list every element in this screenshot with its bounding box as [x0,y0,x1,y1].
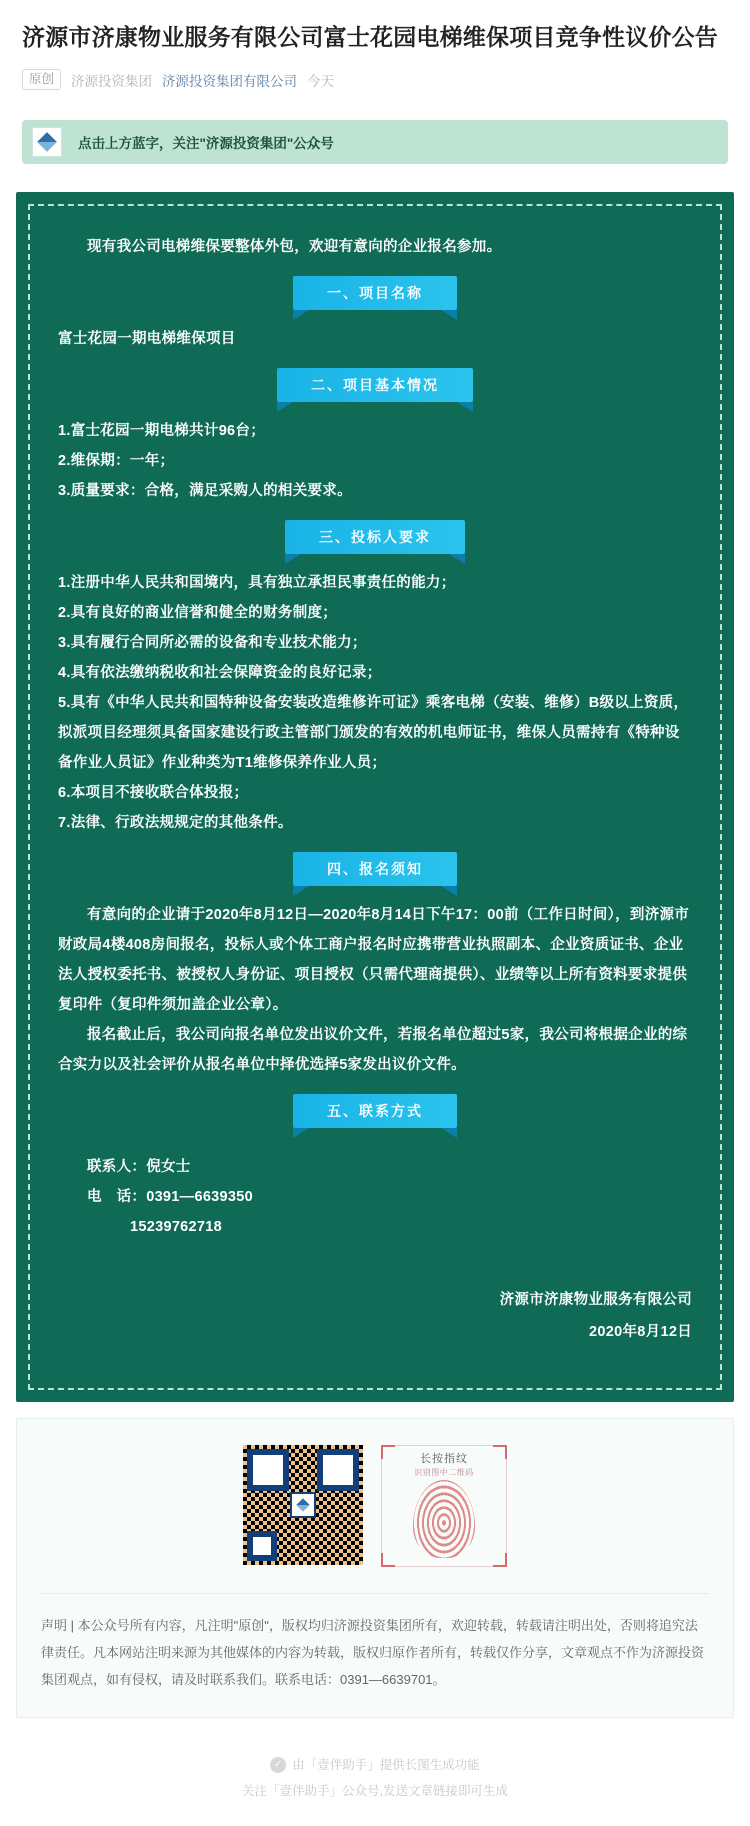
section-3-line-6: 6.本项目不接收联合体投报； [58,785,249,802]
section-banner-3 [58,520,692,554]
section-banner-3-label: 三、投标人要求 [285,520,465,554]
section-banner-1 [58,276,692,310]
qr-section [16,1418,734,1718]
section-2-line-1: 1.富士花园一期电梯共计96台； [58,423,266,440]
fingerprint-box[interactable] [381,1445,507,1567]
section-banner-1-label: 一、项目名称 [293,276,457,310]
notice-card-inner [28,204,722,1390]
page-title: 济源市济康物业服务有限公司富士花园电梯维保项目竞争性议价公告 [22,24,718,50]
section-banner-2-label: 二、项目基本情况 [277,368,473,402]
section-4-paragraph-2: 报名截止后，我公司向报名单位发出议价文件，若报名单位超过5家，我公司将根据企业的综合实力以及社会评价从报名单位中择优选择5家发出议价文件。 [58,1027,688,1074]
fingerprint-icon [413,1480,475,1558]
company-logo-icon [32,127,62,157]
section-3-line-5: 5.具有《中华人民共和国特种设备安装改造维修许可证》乘客电梯（安装、维修）B级以上资质，拟派项目经理须具备国家建设行政主管部门颁发的有效的机电师证书，维保人员需持有《特种设备作业人员证》作业种类为T1维修保养作业人员； [58,695,689,772]
footer-line-1-label: 由「壹伴助手」提供长图生成功能 [292,1758,480,1773]
section-banner-2 [58,368,692,402]
footer-line-1 [0,1752,750,1778]
corner-mark-icon [493,1445,507,1459]
section-4-paragraph-1: 有意向的企业请于2020年8月12日—2020年8月14日下午17：00前（工作日时间），到济源市财政局4楼408房间报名，投标人或个体工商户报名时应携带营业执照副本、企业资质证书、企业法人授权委托书、被授权人身份证、项目授权（只需代理商提供）、业绩等以上所有资料要求提供复印件（复印件须加盖企业公章）。 [58,907,690,1014]
follow-bar-label: 点击上方蓝字，关注"济源投资集团"公众号 [78,136,334,152]
signature-date: 2020年8月12日 [589,1324,692,1341]
yiban-badge-icon: ✓ [270,1757,286,1773]
corner-mark-icon [381,1553,395,1567]
contact-phone-secondary: 15239762718 [130,1219,223,1236]
qr-row [17,1445,733,1567]
contact-person: 联系人：倪女士 [87,1159,191,1176]
publish-time: 今天 [307,73,335,89]
qr-code-icon[interactable] [243,1445,363,1565]
follow-bar-wrap [22,120,728,164]
disclaimer-text: 声明 | 本公众号所有内容，凡注明"原创"，版权均归济源投资集团所有，欢迎转载，转载请注明出处，否则将追究法律责任。凡本网站注明来源为其他媒体的内容为转载，版权归原作者所有，转载仅作分享，文章观点不作为济源投资集团观点，如有侵权，请及时联系我们。联系电话：0391—6639701。 [41,1593,709,1717]
account-name-grey: 济源投资集团 [71,73,153,89]
section-2-line-3: 3.质量要求：合格，满足采购人的相关要求。 [58,483,352,500]
section-banner-4-label: 四、报名须知 [293,852,457,886]
section-1-line-1: 富士花园一期电梯维保项目 [58,331,236,348]
section-2-line-2: 2.维保期：一年； [58,453,175,470]
section-3-line-2: 2.具有良好的商业信誉和健全的财务制度； [58,605,338,622]
section-3-line-7: 7.法律、行政法规规定的其他条件。 [58,815,293,832]
section-banner-5 [58,1094,692,1128]
footer-line-2: 关注「壹伴助手」公众号,发送文章链接即可生成 [242,1784,508,1799]
notice-lead: 现有我公司电梯维保要整体外包，欢迎有意向的企业报名参加。 [87,239,502,256]
corner-mark-icon [493,1553,507,1567]
corner-mark-icon [381,1445,395,1459]
section-3-line-3: 3.具有履行合同所必需的设备和专业技术能力； [58,635,367,652]
account-name-link[interactable]: 济源投资集团有限公司 [162,73,298,89]
article-header [0,0,750,90]
notice-card [16,192,734,1402]
fingerprint-sublabel: 识别图中二维码 [414,1468,474,1478]
signature-block [58,1284,692,1348]
section-3-body [58,568,692,838]
article-meta [22,69,728,90]
fingerprint-label: 长按指纹 [420,1453,468,1466]
signature-company: 济源市济康物业服务有限公司 [499,1292,692,1309]
section-4-body [58,900,692,1080]
section-3-line-1: 1.注册中华人民共和国境内，具有独立承担民事责任的能力； [58,575,456,592]
section-5-body [58,1142,692,1242]
section-banner-5-label: 五、联系方式 [293,1094,457,1128]
section-banner-4 [58,852,692,886]
page-footer [0,1752,750,1826]
contact-phone: 电 话：0391—6639350 [87,1189,254,1206]
follow-bar[interactable] [22,120,728,164]
original-badge: 原创 [22,69,61,90]
section-2-body [58,416,692,506]
section-3-line-4: 4.具有依法缴纳税收和社会保障资金的良好记录； [58,665,382,682]
section-1-body [58,324,692,354]
